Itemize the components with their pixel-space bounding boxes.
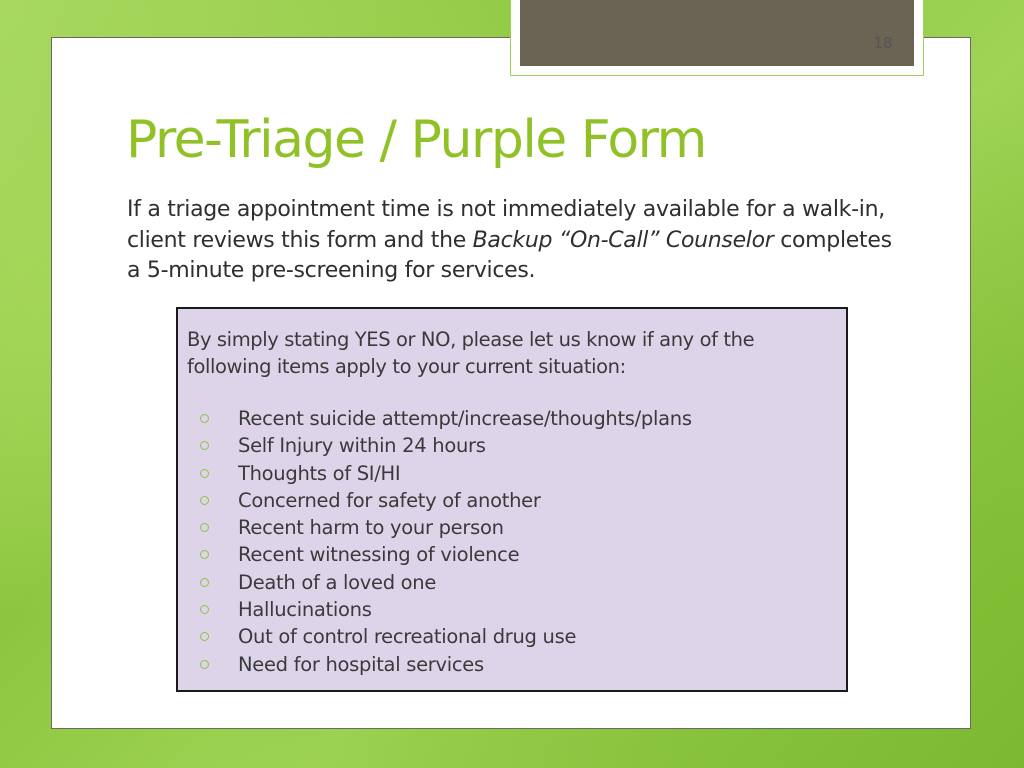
hollow-circle-bullet-icon — [200, 550, 209, 559]
list-item-text: Recent harm to your person — [238, 516, 504, 540]
list-item-text: Death of a loved one — [238, 570, 437, 594]
form-prompt: By simply stating YES or NO, please let us know if any of the following items apply to your current situation: — [187, 328, 755, 378]
header-tab-fill — [520, 0, 914, 66]
hollow-circle-bullet-icon — [200, 441, 209, 450]
hollow-circle-bullet-icon — [200, 469, 209, 478]
intro-emphasis-backup-counselor: Backup “On-Call” Counselor — [472, 227, 774, 253]
hollow-circle-bullet-icon — [200, 632, 209, 641]
list-item-text: Hallucinations — [238, 598, 372, 622]
hollow-circle-bullet-icon — [200, 578, 209, 587]
list-item-text: Out of control recreational drug use — [238, 625, 577, 649]
intro-text-part2: completes a 5-minute pre-screening for services. — [127, 227, 892, 283]
hollow-circle-bullet-icon — [200, 605, 209, 614]
slide-number: 18 — [873, 34, 893, 52]
hollow-circle-bullet-icon — [200, 523, 209, 532]
purple-form-box — [176, 307, 848, 692]
hollow-circle-bullet-icon — [200, 414, 209, 423]
intro-paragraph — [127, 195, 897, 287]
list-item-text: Recent suicide attempt/increase/thoughts/plans — [238, 407, 692, 430]
list-item-text: Thoughts of SI/HI — [238, 461, 401, 485]
hollow-circle-bullet-icon — [200, 496, 209, 505]
list-item-text: Concerned for safety of another — [238, 488, 541, 512]
intro-text-part1: If a triage appointment time is not immediately available for a walk-in, client reviews this form and the — [127, 197, 885, 253]
slide-title: Pre-Triage / Purple Form — [126, 110, 706, 170]
list-item-text: Self Injury within 24 hours — [238, 434, 486, 458]
list-item-text: Recent witnessing of violence — [238, 543, 520, 567]
hollow-circle-bullet-icon — [200, 660, 209, 669]
list-item-text: Need for hospital services — [238, 652, 484, 676]
